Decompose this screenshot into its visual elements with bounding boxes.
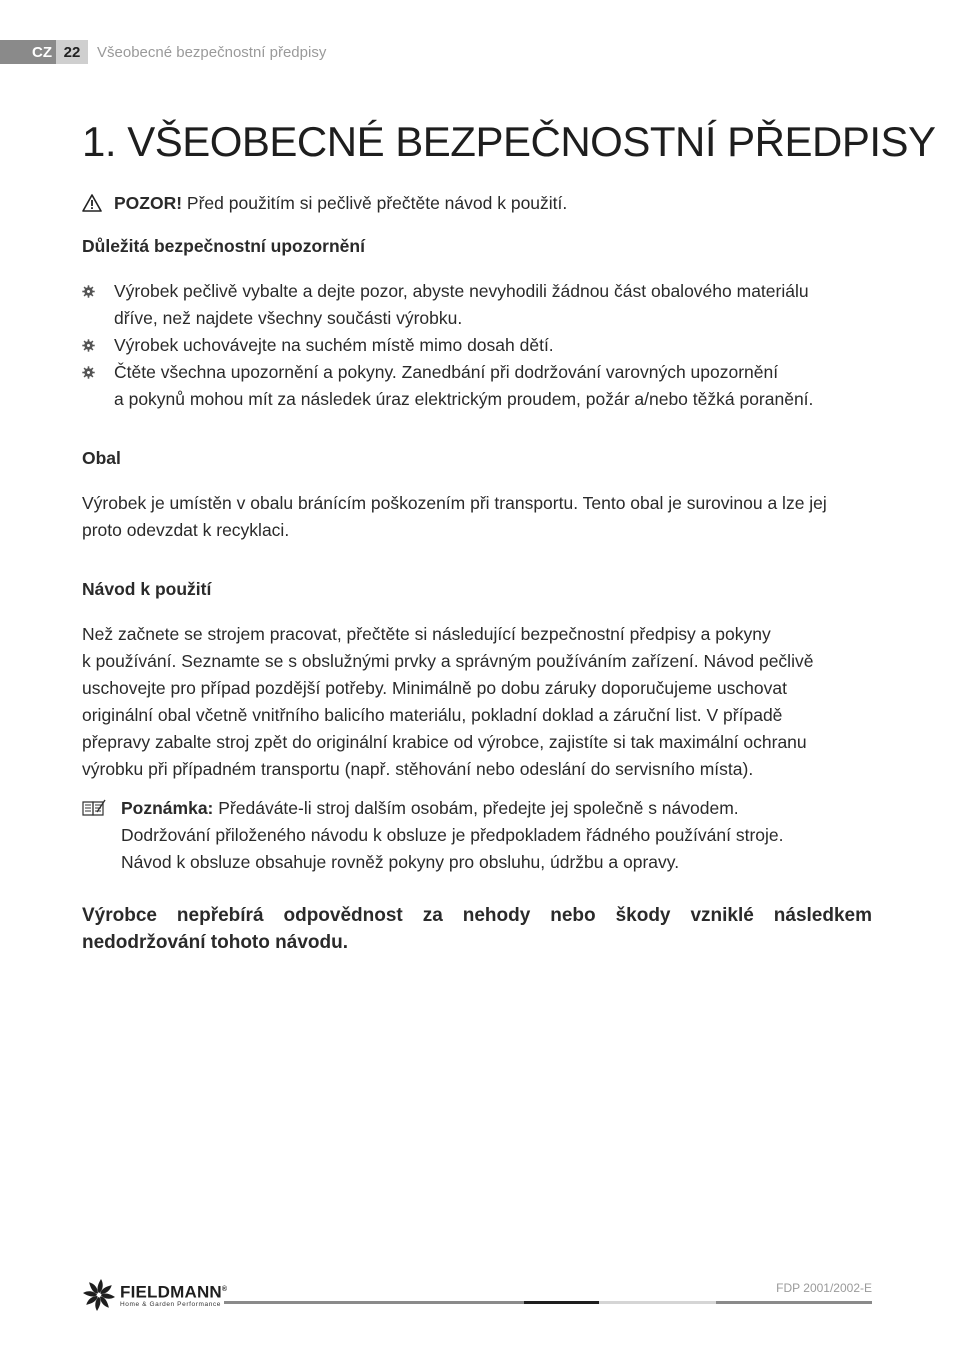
trademark-mark: ® [221, 1286, 228, 1294]
manual-text: Než začnete se strojem pracovat, přečtěte si následující bezpečnostní předpisy a pokyny k používání. Seznamte se s obslužnými prvky a správným používáním zařízení. Návod pečlivě uschovejte pro případ pozdější potřeby. Minimálně po dobu záruky doporučujeme uschovat originální obal včetně vnitřního balicího materiálu, pokladní doklad a záruční list. V případě přepravy zabalte stroj zpět do originální krabice od výrobce, zajistíte si tak maximální ochranu výrobku při případném transportu (např. stěhování nebo odeslání do servisního místa). [82, 624, 814, 779]
warning-triangle-icon [82, 194, 102, 212]
packaging-text: Výrobek je umístěn v obalu bránícím poškozením při transportu. Tento obal je surovinou a lze jej proto odevzdat k recyklaci. [82, 493, 827, 540]
footer-rule-dark [524, 1301, 599, 1304]
note-label: Poznámka: [121, 798, 214, 818]
list-item: Výrobek uchovávejte na suchém místě mimo dosah dětí. [82, 332, 872, 359]
page-header [0, 40, 326, 64]
important-heading: Důležitá bezpečnostní upozornění [82, 236, 365, 256]
header-section-title: Všeobecné bezpečnostní předpisy [97, 43, 327, 61]
model-number: FDP 2001/2002-E [776, 1281, 872, 1295]
manual-heading: Návod k použití [82, 579, 212, 599]
language-tab: CZ [0, 40, 56, 64]
page-title: 1. VŠEOBECNÉ BEZPEČNOSTNÍ PŘEDPISY [82, 118, 936, 165]
gear-bullet-icon [82, 366, 95, 379]
important-list [82, 278, 872, 413]
note-block: Poznámka: Předáváte-li stroj dalším osobám, předejte jej společně s návodem. Dodržování přiloženého návodu k obsluze je předpokladem řádného používání stroje. Návod k obsluze obsahuje rovněž pokyny pro obsluhu, údržbu a opravy. [82, 795, 872, 876]
brand-tagline: Home & Garden Performance [120, 1300, 221, 1308]
warning-label: POZOR! [114, 193, 183, 213]
warning-text: Před použitím si pečlivě přečtěte návod k použití. [182, 193, 568, 213]
footer-rule-mid-2 [716, 1301, 872, 1304]
page-number: 22 [56, 40, 88, 64]
brand-name: FIELDMANN [120, 1282, 222, 1302]
footer-rule-mid [224, 1301, 524, 1304]
main-content [82, 190, 872, 956]
gear-bullet-icon [82, 339, 95, 352]
gear-bullet-icon [82, 285, 95, 298]
fan-logo-icon [82, 1278, 116, 1312]
list-item: Čtěte všechna upozornění a pokyny. Zanedbání při dodržování varovných upozornění a pokynů mohou mít za následek úraz elektrickým proudem, požár a/nebo těžká poranění. [82, 359, 872, 413]
warning-line [82, 190, 872, 217]
packaging-heading: Obal [82, 448, 121, 468]
brand-logo [82, 1278, 227, 1312]
list-item: Výrobek pečlivě vybalte a dejte pozor, abyste nevyhodili žádnou část obalového materiálu dříve, než najdete všechny součásti výrobku. [82, 278, 872, 332]
open-book-icon [82, 799, 106, 817]
footer-rule-light [599, 1301, 716, 1304]
liability-disclaimer: Výrobce nepřebírá odpovědnost za nehody nebo škody vzniklé následkem nedodržování tohoto návodu. [82, 905, 872, 953]
